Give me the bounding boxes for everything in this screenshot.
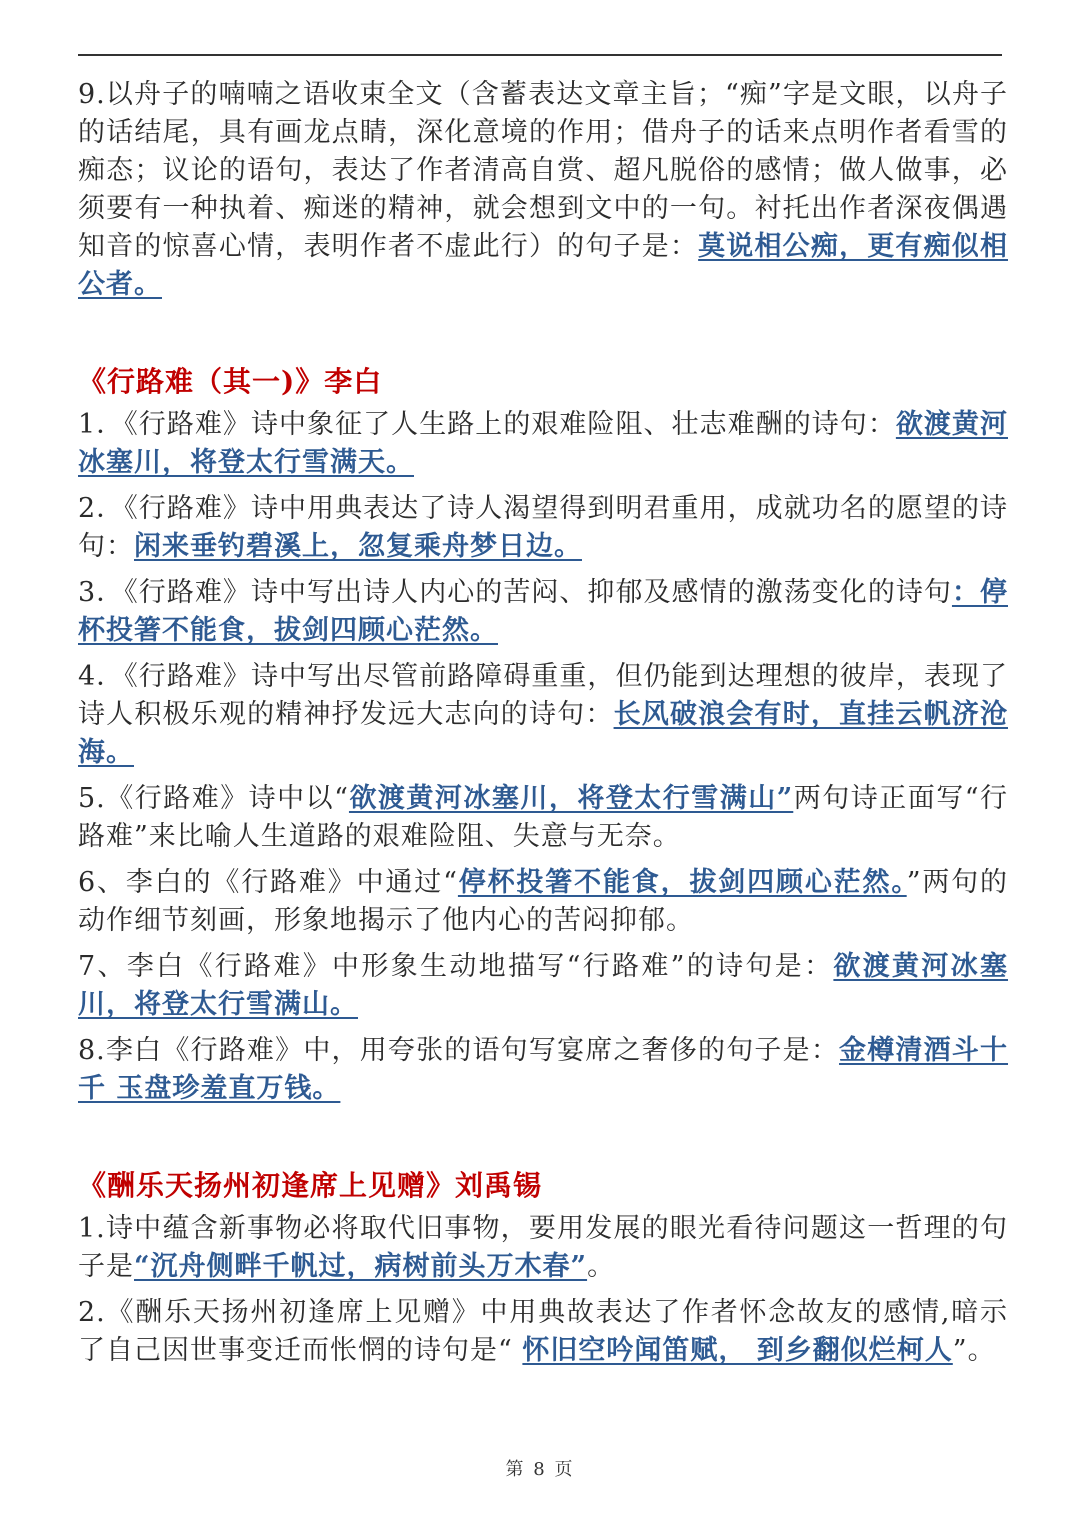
list-item <box>78 574 1008 650</box>
answer-text: 怀旧空吟闻笛赋， 到乡翻似烂柯人 <box>522 1335 953 1366</box>
question-text: 3．《行路难》诗中写出诗人内心的苦闷、抑郁及感情的激荡变化的诗句 <box>78 577 952 608</box>
answer-text: 欲渡黄河冰塞川，将登太行雪满山” <box>348 783 794 814</box>
question-text: 2.《酬乐天扬州初逢席上见赠》中用典故表达了作者怀念故友的感情,暗示了自己因世事变迁而怅惘的诗句是“ <box>78 1297 1008 1366</box>
question-text: 9.以舟子的喃喃之语收束全文（含蓄表达文章主旨；“痴”字是文眼，以舟子的话结尾，具有画龙点睛，深化意境的作用；借舟子的话来点明作者看雪的痴态；议论的语句，表达了作者清高自赏、超凡脱俗的感情；做人做事，必须要有一种执着、痴迷的精神，就会想到文中的一句。衬托出作者深夜偶遇知音的惊喜心情，表明作者不虚此行）的句子是： <box>78 79 1008 262</box>
section-title-chou-letian: 《酬乐天扬州初逢席上见赠》刘禹锡 <box>78 1169 543 1202</box>
answer-text: 长风破浪会有时，直挂云帆济沧海。 <box>78 699 1008 768</box>
list-item <box>78 948 1008 1024</box>
answer-text: ：停杯投箸不能食，拔剑四顾心茫然。 <box>78 577 1008 646</box>
question-suffix: ”。 <box>952 1335 996 1366</box>
list-item <box>78 864 1008 940</box>
page-number: 第 8 页 <box>505 1459 575 1480</box>
list-item <box>78 406 1008 482</box>
list-item <box>78 780 1008 856</box>
question-9 <box>78 76 1008 304</box>
answer-text: 金樽清酒斗十千 玉盘珍羞直万钱。 <box>78 1035 1009 1104</box>
header-rule <box>78 54 1002 56</box>
question-text: 6、李白的《行路难》中通过“ <box>78 867 458 898</box>
document-body <box>78 76 1008 1370</box>
list-item <box>78 1294 1008 1370</box>
question-suffix: ”两句的动作细节刻画，形象地揭示了他内心的苦闷抑郁。 <box>78 867 1009 936</box>
question-text: 1．《行路难》诗中象征了人生路上的艰难险阻、壮志难酬的诗句： <box>78 409 896 440</box>
list-item <box>78 1210 1008 1286</box>
answer-text: “沉舟侧畔千帆过，病树前头万木春” <box>134 1251 588 1282</box>
question-suffix: 。 <box>587 1251 616 1282</box>
answer-text: 闲来垂钓碧溪上，忽复乘舟梦日边。 <box>134 531 582 562</box>
answer-text: 欲渡黄河冰塞川，将登太行雪满天。 <box>78 409 1008 478</box>
question-text: 7、李白《行路难》中形象生动地描写“行路难”的诗句是： <box>78 951 834 982</box>
question-text: 4．《行路难》诗中写出尽管前路障碍重重，但仍能到达理想的彼岸，表现了诗人积极乐观的精神抒发远大志向的诗句： <box>78 661 1008 730</box>
answer-text: 莫说相公痴，更有痴似相公者。 <box>78 231 1008 300</box>
question-text: 5.《行路难》诗中以“ <box>78 783 349 814</box>
question-text: 2．《行路难》诗中用典表达了诗人渴望得到明君重用，成就功名的愿望的诗句： <box>78 493 1008 562</box>
answer-text: 欲渡黄河冰塞川，将登太行雪满山。 <box>78 951 1009 1020</box>
question-suffix: 两句诗正面写“行路难”来比喻人生道路的艰难险阻、失意与无奈。 <box>78 783 1008 852</box>
list-item <box>78 658 1008 772</box>
list-item <box>78 1032 1008 1108</box>
answer-text: 停杯投箸不能食，拔剑四顾心茫然。 <box>457 867 907 898</box>
section-title-xinglunan: 《行路难（其一)》李白 <box>78 365 383 398</box>
question-text: 1.诗中蕴含新事物必将取代旧事物，要用发展的眼光看待问题这一哲理的句子是 <box>78 1213 1008 1282</box>
question-text: 8.李白《行路难》中，用夸张的语句写宴席之奢侈的句子是： <box>78 1035 840 1066</box>
list-item <box>78 490 1008 566</box>
